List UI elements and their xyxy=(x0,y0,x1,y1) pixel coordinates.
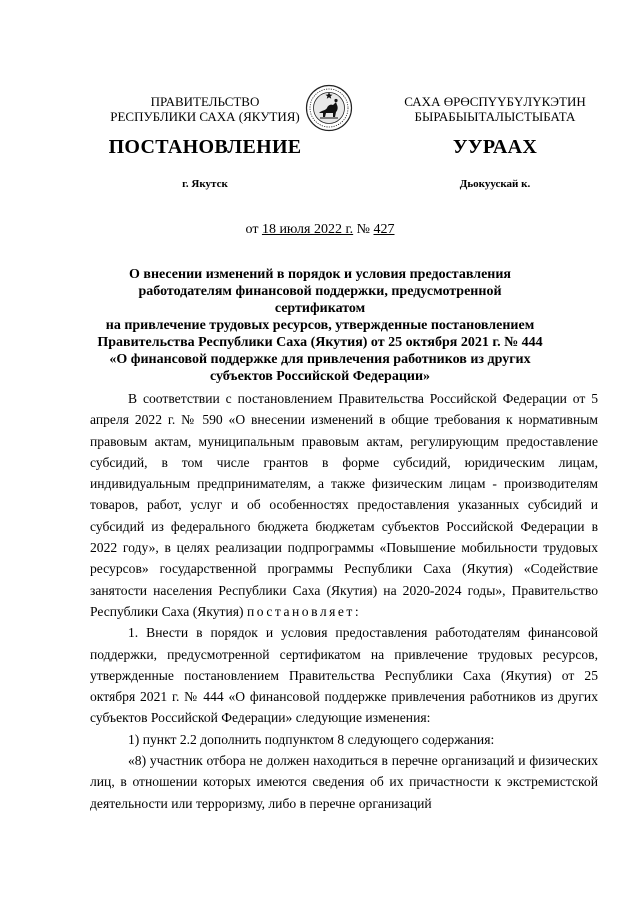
title-line: О внесении изменений в порядок и условия предоставления xyxy=(129,267,511,282)
left-org-line2: РЕСПУБЛИКИ САХА (ЯКУТИЯ) xyxy=(110,109,300,124)
left-doc-type: ПОСТАНОВЛЕНИЕ xyxy=(108,136,302,158)
date-prefix: от xyxy=(245,222,262,237)
title-line: субъектов Российской Федерации» xyxy=(209,369,431,384)
title-line: «О финансовой поддержке для привлечения работников из других xyxy=(109,352,531,367)
paragraph-quote: «8) участник отбора не должен находиться в перечне организаций и физических лиц, в отношении которых имеются сведения об их причастности к экстремистской деятельности или терроризму, либо в перечне организаций xyxy=(90,753,598,811)
number-label: № xyxy=(353,222,374,237)
paragraph-preamble xyxy=(90,388,598,622)
left-org-line1: ПРАВИТЕЛЬСТВО xyxy=(150,94,260,109)
right-org-line1: САХА ӨРӨСПҮҮБҮЛҮКЭТИН xyxy=(404,94,586,109)
document-number: 427 xyxy=(373,222,395,237)
paragraph-subitem-1: 1) пункт 2.2 дополнить подпунктом 8 следующего содержания: xyxy=(128,731,495,747)
title-line: на привлечение трудовых ресурсов, утвержденные постановлением xyxy=(105,318,535,333)
right-org-line2: БЫРАБЫЫТАЛЫСТЫБАТА xyxy=(414,109,576,124)
left-org-name xyxy=(80,94,330,124)
right-city: Дьокуускай к. xyxy=(459,178,531,190)
document-title xyxy=(95,266,545,385)
title-line: Правительства Республики Саха (Якутия) от 25 октября 2021 г. № 444 xyxy=(97,335,543,350)
resolves-word: постановляет: xyxy=(246,603,362,619)
preamble-text: В соответствии с постановлением Правительства Российской Федерации от 5 апреля 2022 г. № 590 «О внесении изменений в общие требования к нормативным правовым актам, муниципальным правовым актам, регулирующим предоставление субсидий, в том числе грантов в форме субсидий, юридическим лицам, индивидуальным предпринимателям, а также физическим лицам - производителям товаров, работ, услуг и об особенностях предоставления указанных субсидий и субсидий из федерального бюджета бюджетам субъектов Российской Федерации в 2022 году», в целях реализации подпрограммы «Повышение мобильности трудовых ресурсов» государственной программы Республики Саха (Якутия) «Содействие занятости населения Республики Саха (Якутия) на 2020-2024 годы», Правительство Республики Саха (Якутия) xyxy=(90,391,598,619)
document-body xyxy=(90,388,598,814)
right-doc-type: УУРААХ xyxy=(452,136,538,158)
title-line: работодателям финансовой поддержки, предусмотренной сертификатом xyxy=(138,284,502,316)
document-date: 18 июля 2022 г. xyxy=(261,222,354,237)
left-city: г. Якутск xyxy=(182,178,228,190)
right-org-name xyxy=(390,94,600,124)
document-dateline xyxy=(0,222,640,238)
paragraph-item-1: 1. Внести в порядок и условия предоставления работодателям финансовой поддержки, предусмотренной сертификатом на привлечение трудовых ресурсов, утвержденные постановлением Правительства Республики Саха (Якутия) от 25 октября 2021 г. № 444 «О финансовой поддержке привлечения работников из других субъектов Российской Федерации» следующие изменения: xyxy=(90,625,598,726)
coat-of-arms-icon xyxy=(305,84,353,132)
